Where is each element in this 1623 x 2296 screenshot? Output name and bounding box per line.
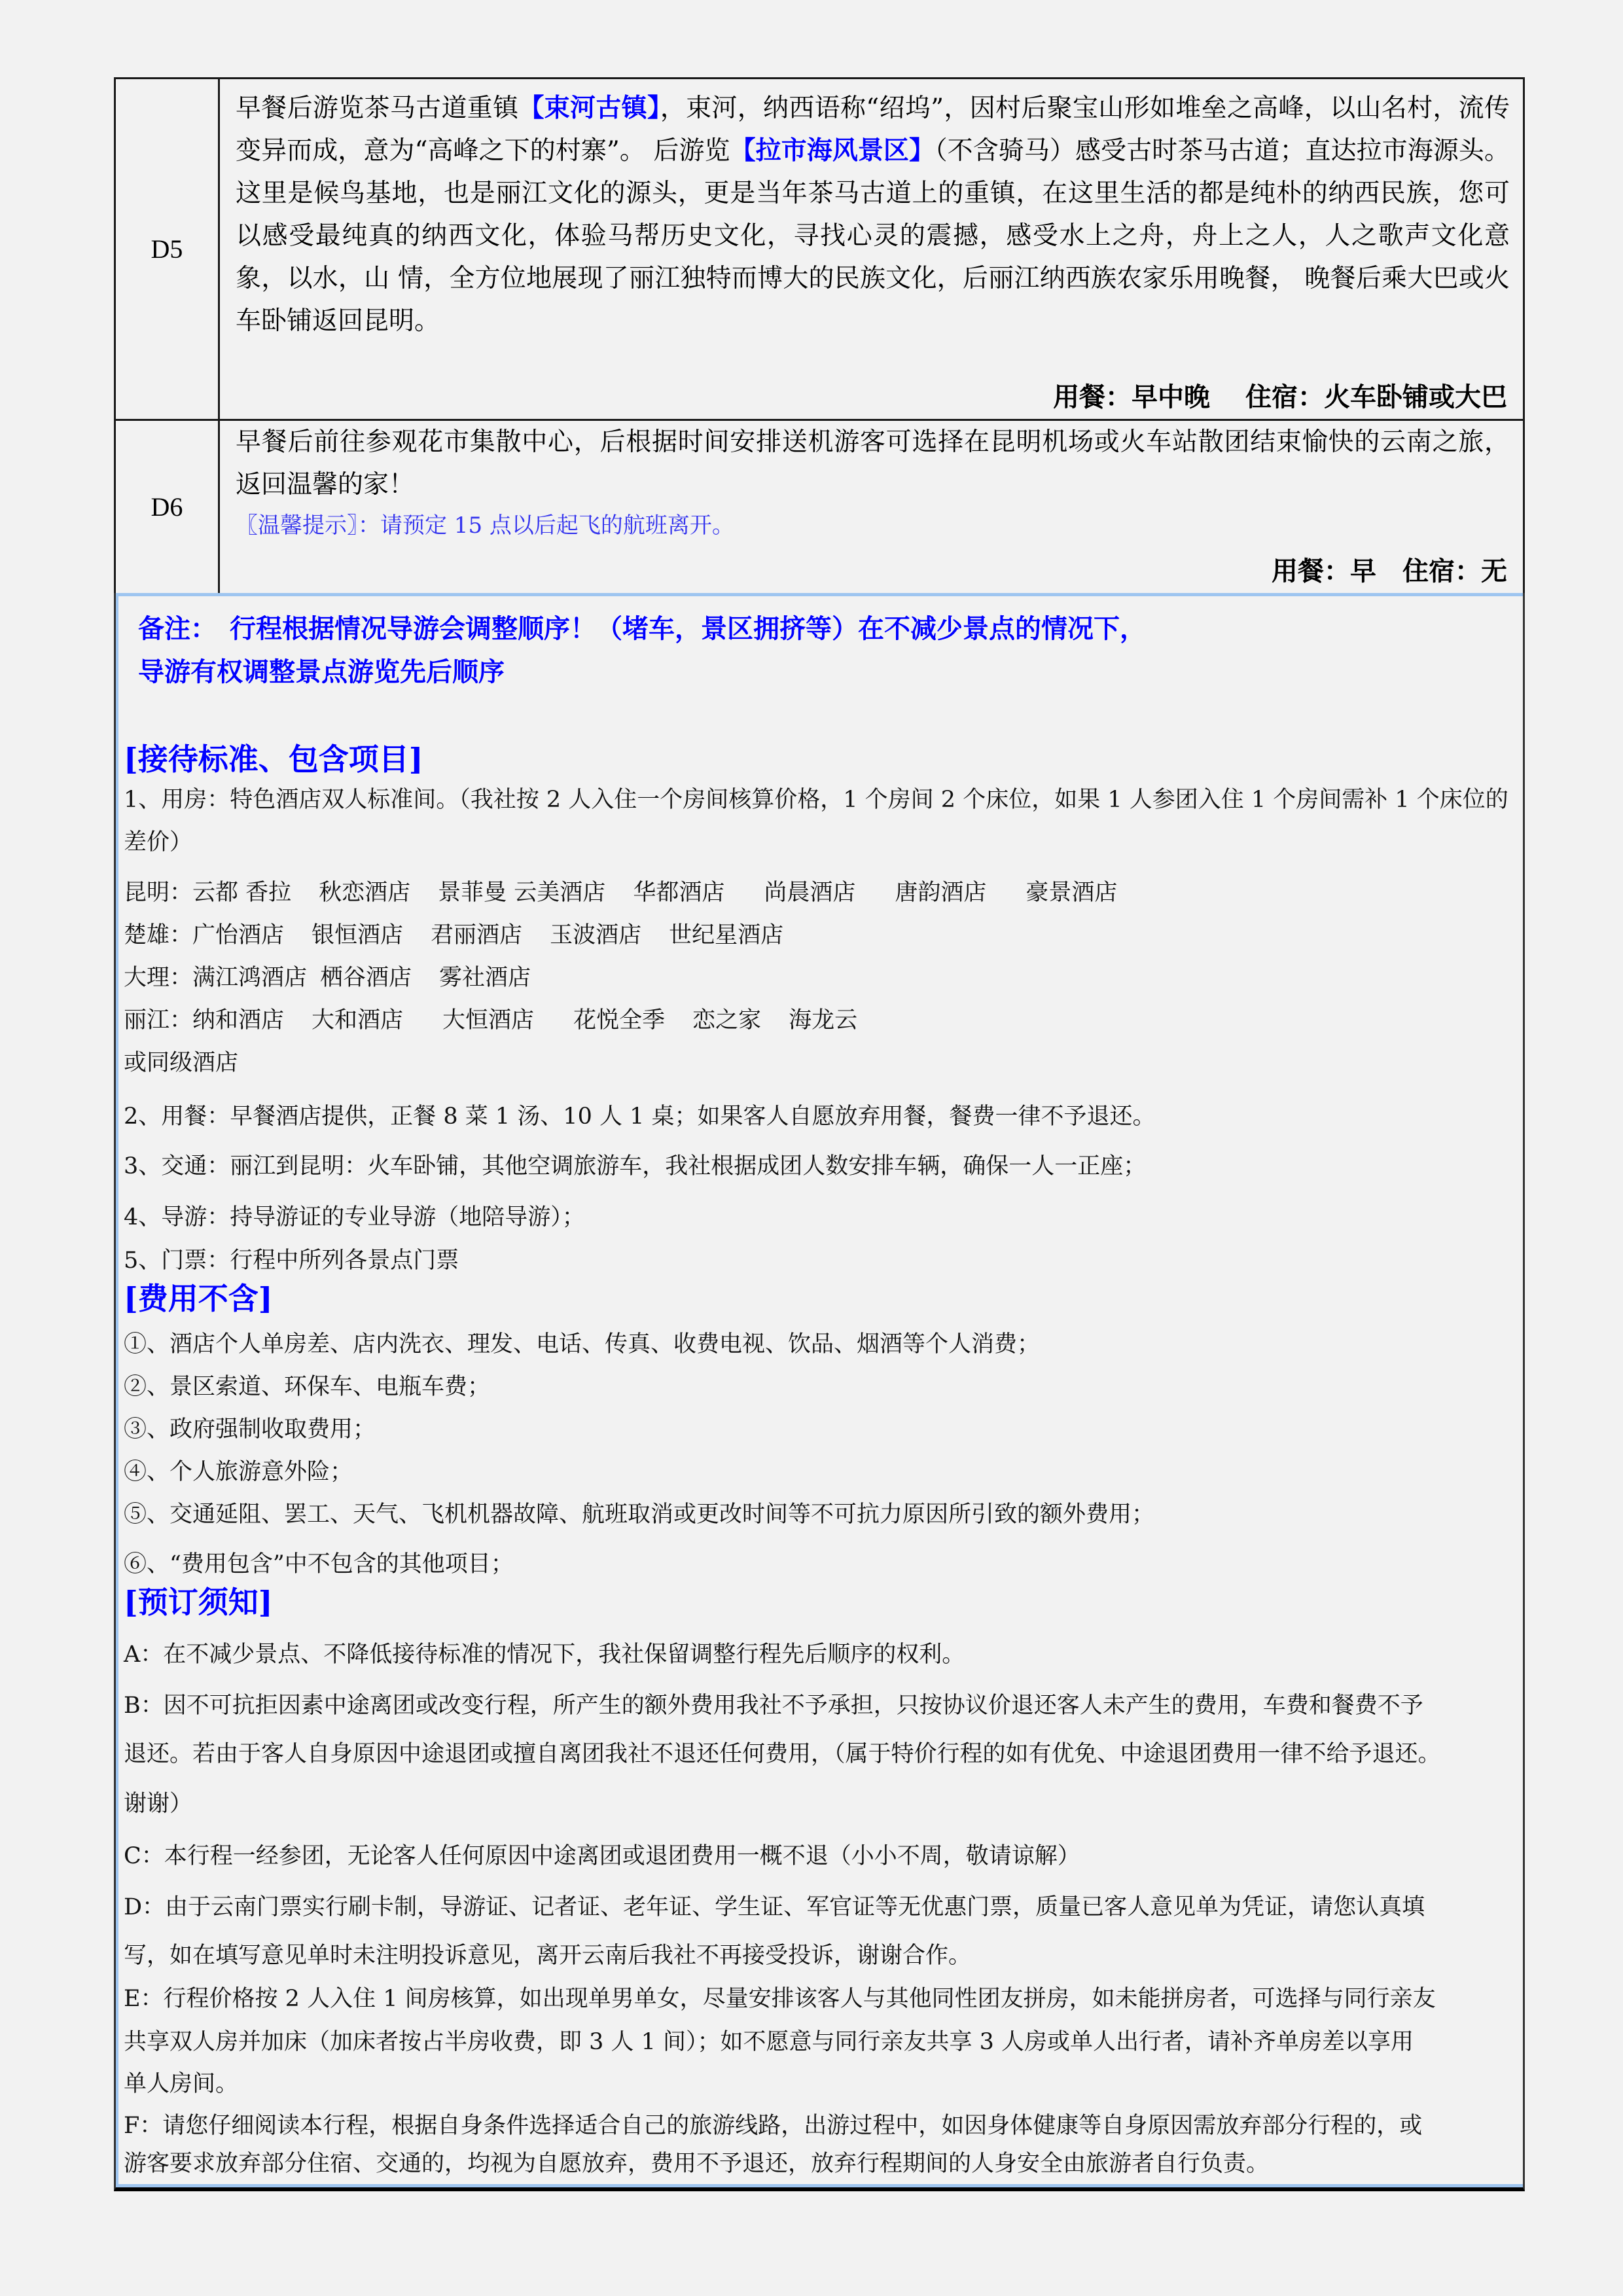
- remark-note: [138, 607, 1146, 694]
- hotel-name: 君丽酒店: [431, 922, 523, 948]
- booking-term-e: 单人房间。: [124, 2071, 239, 2097]
- hotel-name: 玉波酒店: [550, 922, 642, 948]
- day-label: D6: [115, 420, 219, 594]
- booking-term-b: 谢谢）: [124, 1791, 193, 1817]
- hotel-name: 秋恋酒店: [319, 880, 411, 906]
- booking-term-a: A：在不减少景点、不降低接待标准的情况下，我社保留调整行程先后顺序的权利。: [124, 1641, 965, 1668]
- section-heading-included: [接待标准、包含项目]: [124, 742, 423, 777]
- day-description: [236, 87, 1510, 342]
- hotel-city: 昆明：: [124, 880, 193, 906]
- hotel-name: 恋之家: [692, 1007, 762, 1033]
- hotel-city: 丽江：: [124, 1007, 193, 1033]
- day-description-cell: [219, 420, 1524, 594]
- hotel-name: 云都 香拉: [192, 880, 292, 906]
- remark-line: 导游有权调整景点游览先后顺序: [138, 657, 505, 687]
- hotel-name: 世纪星酒店: [669, 922, 784, 948]
- booking-term-f: 游客要求放弃部分住宿、交通的，均视为自愿放弃，费用不予退还，放弃行程期间的人身安全由旅游者自行负责。: [124, 2151, 1270, 2177]
- meals-accommodation: 用餐：早 住宿：无: [1272, 556, 1507, 586]
- hotel-list-lijiang: [124, 999, 1514, 1042]
- desc-text-part: ，束河，纳西语称“绍坞”，因村后聚宝山形如堆垒之高峰，以山名村，流传变异而成，意为“高峰之下的村寨”。 后游览: [236, 94, 1510, 166]
- hotel-name: 银恒酒店: [312, 922, 404, 948]
- hotel-name: 纳和酒店: [192, 1007, 285, 1033]
- hotel-city: 楚雄：: [124, 922, 193, 948]
- excluded-item: ③、政府强制收取费用；: [124, 1416, 376, 1443]
- meals-accommodation: 用餐：早中晚 住宿：火车卧铺或大巴: [1053, 382, 1507, 412]
- excluded-item: ②、景区索道、环保车、电瓶车费；: [124, 1374, 491, 1400]
- excluded-item: ④、个人旅游意外险；: [124, 1459, 353, 1485]
- hotel-city: 大理：: [124, 965, 193, 991]
- included-meals: 2、用餐：早餐酒店提供，正餐 8 菜 1 汤、10 人 1 桌；如果客人自愿放弃用餐，餐费一律不予退还。: [124, 1103, 1156, 1130]
- booking-term-f: F：请您仔细阅读本行程，根据自身条件选择适合自己的旅游线路，出游过程中，如因身体健康等自身原因需放弃部分行程的，或: [124, 2113, 1423, 2139]
- hotel-name: 广怡酒店: [192, 922, 285, 948]
- hotel-name: 尚晨酒店: [764, 880, 856, 906]
- day-description: 早餐后前往参观花市集散中心，后根据时间安排送机游客可选择在昆明机场或火车站散团结束愉快的云南之旅，返回温馨的家！: [236, 427, 1510, 499]
- excluded-item: ⑥、“费用包含”中不包含的其他项目；: [124, 1551, 514, 1577]
- hotel-name: 栖谷酒店: [320, 965, 412, 991]
- itinerary-row-d5: [115, 79, 1524, 420]
- booking-term-b: 退还。若由于客人自身原因中途退团或擅自离团我社不退还任何费用，（属于特价行程的如有优免、中途退团费用一律不给予退还。: [124, 1741, 1441, 1767]
- booking-term-d: D：由于云南门票实行刷卡制，导游证、记者证、老年证、学生证、军官证等无优惠门票，质量已客人意见单为凭证，请您认真填: [124, 1894, 1425, 1920]
- hotel-name: 雾社酒店: [439, 965, 531, 991]
- hotel-name: 华都酒店: [633, 880, 725, 906]
- booking-term-d: 写，如在填写意见单时未注明投诉意见，离开云南后我社不再接受投诉，谢谢合作。: [124, 1943, 972, 1969]
- included-tickets: 5、门票：行程中所列各景点门票: [124, 1247, 459, 1274]
- remark-line: 备注： 行程根据情况导游会调整顺序！（堵车，景区拥挤等）在不减少景点的情况下，: [138, 614, 1146, 644]
- itinerary-table: [114, 77, 1525, 595]
- hotel-name: 豪景酒店: [1026, 880, 1118, 906]
- excluded-item: ⑤、交通延阻、罢工、天气、飞机机器故障、航班取消或更改时间等不可抗力原因所引致的额外费用；: [124, 1501, 1155, 1528]
- hotel-name: 满江鸿酒店: [192, 965, 308, 991]
- itinerary-row-d6: [115, 420, 1524, 594]
- hotel-name: 花悦全季: [573, 1007, 666, 1033]
- hotel-name: 大恒酒店: [442, 1007, 535, 1033]
- booking-term-b: B：因不可抗拒因素中途离团或改变行程，所产生的额外费用我社不予承担，只按协议价退还客人未产生的费用，车费和餐费不予: [124, 1693, 1423, 1719]
- warm-tip: 〖温馨提示〗：请预定 15 点以后起飞的航班离开。: [236, 512, 734, 539]
- hotels-or-equivalent: 或同级酒店: [124, 1050, 239, 1076]
- day-label: D5: [115, 79, 219, 420]
- booking-term-e: E：行程价格按 2 人入住 1 间房核算，如出现单男单女，尽量安排该客人与其他同性团友拼房，如未能拼房者，可选择与同行亲友: [124, 1986, 1436, 2012]
- day-description-cell: [219, 79, 1524, 420]
- hotel-name: 唐韵酒店: [895, 880, 987, 906]
- included-transport: 3、交通：丽江到昆明：火车卧铺，其他空调旅游车，我社根据成团人数安排车辆，确保一人一正座；: [124, 1153, 1147, 1179]
- hotel-name: 海龙云: [789, 1007, 858, 1033]
- attraction-highlight: 【拉市海风景区】: [730, 135, 935, 166]
- hotel-name: 大和酒店: [312, 1007, 404, 1033]
- booking-term-e: 共享双人房并加床（加床者按占半房收费，即 3 人 1 间）；如不愿意与同行亲友共享 3 人房或单人出行者，请补齐单房差以享用: [124, 2029, 1414, 2055]
- section-heading-booking: [预订须知]: [124, 1585, 273, 1620]
- section-heading-excluded: [费用不含]: [124, 1281, 273, 1316]
- included-room: 1、用房：特色酒店双人标准间。（我社按 2 人入住一个房间核算价格，1 个房间 2 个床位，如果 1 人参团入住 1 个房间需补 1 个床位的差价）: [124, 787, 1508, 855]
- hotel-name: 景菲曼 云美酒店: [438, 880, 606, 906]
- included-guide: 4、导游：持导游证的专业导游（地陪导游）；: [124, 1204, 585, 1230]
- booking-term-c: C：本行程一经参团，无论客人任何原因中途离团或退团费用一概不退（小小不周，敬请谅解）: [124, 1843, 1080, 1869]
- attraction-highlight: 【束河古镇】: [518, 93, 660, 123]
- hotel-list-dali: [124, 957, 1514, 999]
- hotel-list-chuxiong: [124, 914, 1514, 957]
- desc-text-part: 早餐后游览茶马古道重镇: [236, 94, 519, 123]
- terms-section: [114, 593, 1525, 2191]
- hotel-list-kunming: [124, 872, 1514, 914]
- desc-text-part: （不含骑马）感受古时茶马古道；直达拉市海源头。这里是候鸟基地，也是丽江文化的源头，更是当年茶马古道上的重镇，在这里生活的都是纯朴的纳西民族，您可以感受最纯真的纳西文化，体验马帮历史文化，寻找心灵的震撼，感受水上之舟，舟上之人，人之歌声文化意象，以水，山 情，全方位地展现了丽江独特而博大的民族文化，后丽江纳西族农家乐用晚餐， 晚餐后乘大巴或火车卧铺返回昆明。: [236, 136, 1510, 336]
- excluded-item: ①、酒店个人单房差、店内洗衣、理发、电话、传真、收费电视、饮品、烟酒等个人消费；: [124, 1331, 1041, 1357]
